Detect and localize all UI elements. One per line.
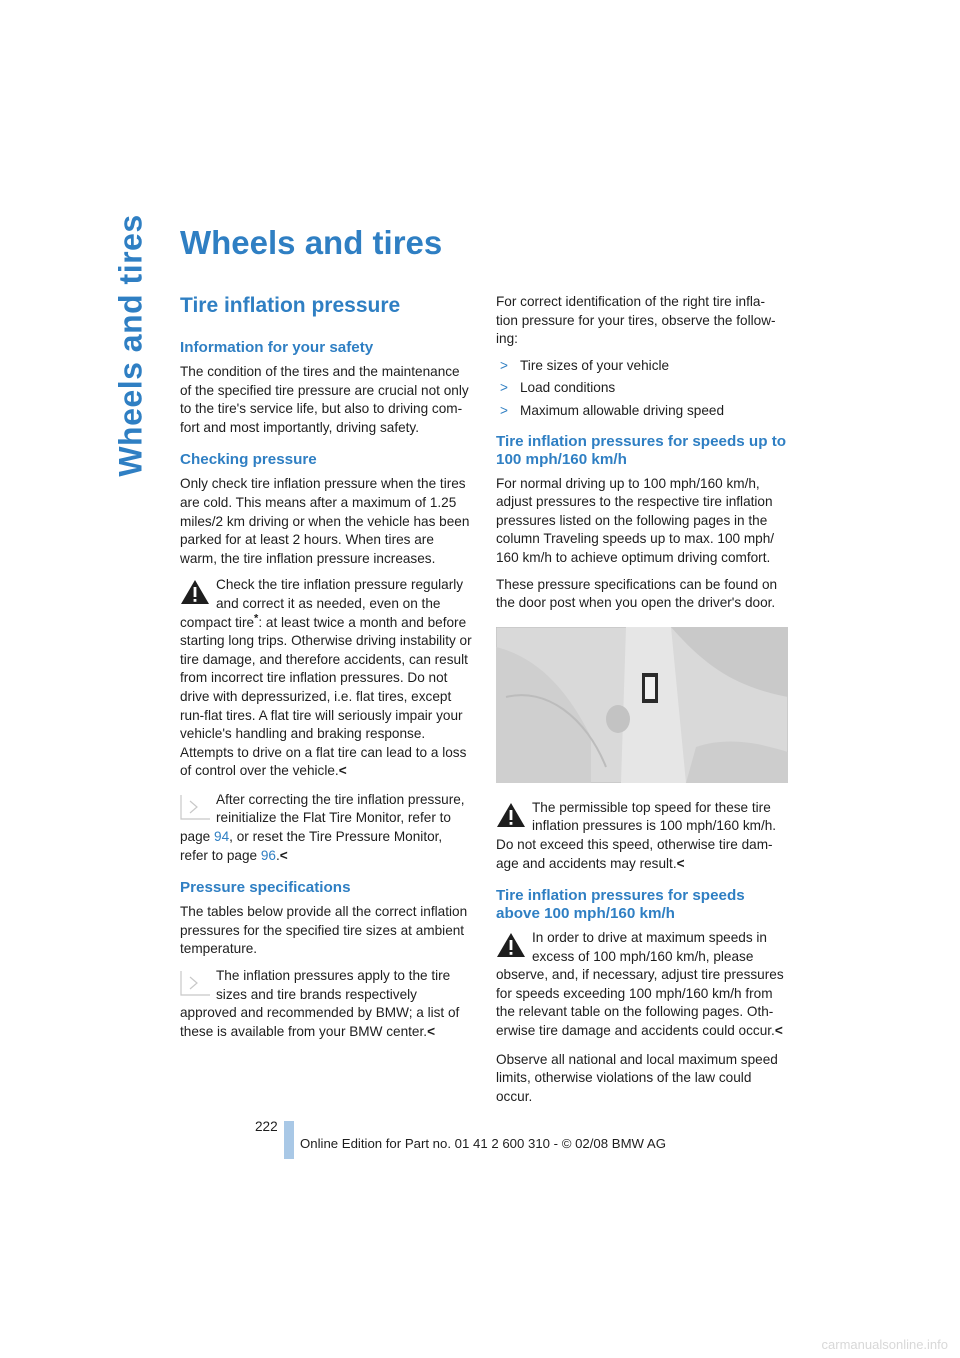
heading-pressure-specifications: Pressure specifications xyxy=(180,879,351,897)
footer-bar xyxy=(284,1121,294,1159)
heading-checking-pressure: Checking pressure xyxy=(180,451,317,469)
page-link-96[interactable]: 96 xyxy=(260,847,276,863)
optional-equipment-star: * xyxy=(254,612,259,624)
bullet-mark: > xyxy=(500,380,508,396)
footer-edition: Online Edition for Part no. 01 41 2 600 310 - © 02/08 BMW AG xyxy=(300,1136,666,1151)
warning-1-text-a: Check the tire inflation pressure regularly and correct it as needed, even on the compact tire xyxy=(180,577,464,630)
end-mark: < xyxy=(774,1023,783,1039)
side-tab xyxy=(100,213,162,477)
warning-3-text: In order to drive at maximum speeds in excess of 100 mph/160 km/h, please observe, and, if necessary, adjust tire pressures for speeds exceeding 100 mph/160 km/h from the relevant table on the following pages. Oth- erwise tire damage and accidents could occur. xyxy=(496,930,784,1039)
end-mark: < xyxy=(279,847,288,863)
watermark: carmanualsonline.info xyxy=(821,1337,948,1352)
warning-note-1 xyxy=(180,576,473,781)
list-item: > Maximum allowable driving speed xyxy=(496,402,789,421)
page-number: 222 xyxy=(255,1119,278,1134)
warning-2-text: The permissible top speed for these tire inflation pressures is 100 mph/160 km/h. Do not exceed this speed, otherwise tire dam- age and accidents may result. xyxy=(496,799,777,871)
section-heading-tire-pressure: Tire inflation pressure xyxy=(180,294,401,317)
left-column xyxy=(180,293,473,1051)
note-2-text: The inflation pressures apply to the tire sizes and tire brands respectively approved and recommended by BMW; a list of these is available from your BMW center. xyxy=(180,968,460,1039)
note-arrow-icon xyxy=(180,793,216,827)
info-note-2 xyxy=(180,967,473,1041)
door-post-photo xyxy=(496,627,788,783)
heading-safety: Information for your safety xyxy=(180,339,374,356)
heading-speeds-above: Tire inflation pressures for speeds above 100 mph/160 km/h xyxy=(496,887,745,923)
paragraph-intro: For correct identification of the right tire infla- tion pressure for your tires, observe the follow- ing: xyxy=(496,294,776,347)
paragraph-checking: Only check tire inflation pressure when the tires are cold. This means after a maximum of 1.25 miles/2 km driving or when the vehicle has been parked for at least 2 hours. When tires are warm, the tire inflation pressure increases. xyxy=(180,476,470,566)
page-link-94[interactable]: 94 xyxy=(214,829,230,845)
paragraph-normal-driving: For normal driving up to 100 mph/160 km/h, adjust pressures to the respective tire inflation pressures listed on the following pages in the column Traveling speeds up to max. 100 mph/ 160 km/h to achieve optimum driving comfort. xyxy=(496,475,775,565)
end-mark: < xyxy=(427,1023,436,1039)
warning-triangle-icon xyxy=(180,578,216,612)
warning-triangle-icon xyxy=(496,931,532,965)
warning-1-text-b: : at least twice a month and before starting long trips. Otherwise driving instability or tire damage, and therefore accidents, can result from incorrect tire inflation pressures. Do not drive with depressurized, i.e. flat tires, except run-flat tires. A flat tire will seriously impair your vehicle's handling and braking response. Attempts to drive on a flat tire can lead to a loss of control over the vehicle. xyxy=(180,614,472,779)
note-1-text-b: , or reset the Tire Pressure Monitor, refer to page xyxy=(180,829,443,863)
warning-note-2 xyxy=(496,799,789,873)
paragraph-speed-limits: Observe all national and local maximum speed limits, otherwise violations of the law could occur. xyxy=(496,1051,778,1104)
right-column xyxy=(496,293,789,1114)
end-mark: < xyxy=(676,855,685,871)
end-mark: < xyxy=(338,763,347,779)
info-note-1 xyxy=(180,791,473,865)
paragraph-safety: The condition of the tires and the maintenance of the specified tire pressure are crucial not only to the tire's service life, but also to driving com- fort and most importantly, driving safety. xyxy=(180,364,469,435)
page-title: Wheels and tires xyxy=(180,224,443,261)
note-arrow-icon xyxy=(180,969,216,1003)
warning-triangle-icon xyxy=(496,801,532,835)
criteria-list xyxy=(496,357,789,421)
paragraph-door-post: These pressure specifications can be found on the door post when you open the driver's door. xyxy=(496,576,778,611)
note-1-text-a: After correcting the tire inflation pressure, reinitialize the Flat Tire Monitor, refer to page xyxy=(180,791,465,845)
heading-speeds-up-to: Tire inflation pressures for speeds up to 100 mph/160 km/h xyxy=(496,432,787,468)
bullet-mark: > xyxy=(500,402,508,418)
note-1-text-c: . xyxy=(275,847,280,863)
bullet-mark: > xyxy=(500,357,508,373)
warning-note-3 xyxy=(496,929,789,1041)
side-tab-label: Wheels and tires xyxy=(112,213,149,477)
list-item: > Load conditions xyxy=(496,379,789,398)
paragraph-specifications: The tables below provide all the correct inflation pressures for the specified tire sizes at ambient temperature. xyxy=(180,904,468,957)
list-item: > Tire sizes of your vehicle xyxy=(496,357,789,376)
